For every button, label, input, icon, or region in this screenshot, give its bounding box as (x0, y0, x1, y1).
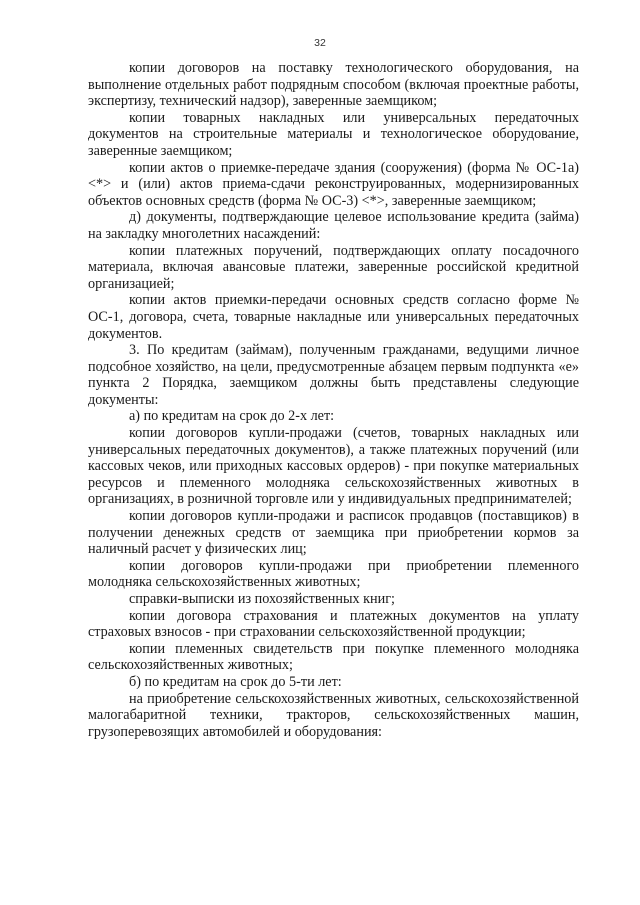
paragraph: на приобретение сельскохозяйственных животных, сельскохозяйственной малогабаритной техники, тракторов, сельскохозяйственных машин, грузоперевозящих автомобилей и оборудования: (88, 690, 579, 740)
paragraph: копии договоров на поставку технологического оборудования, на выполнение отдельных работ подрядным способом (включая проектные работы, экспертизу, технический надзор), заверенные заемщиком; (88, 60, 579, 110)
paragraph: копии договоров купли-продажи при приобретении племенного молодняка сельскохозяйственных животных; (88, 557, 579, 591)
document-body (88, 60, 579, 740)
page-number: 32 (314, 37, 326, 49)
paragraph: копии платежных поручений, подтверждающих оплату посадочного материала, включая авансовые платежи, заверенные российской кредитной организацией; (88, 242, 579, 292)
paragraph: копии товарных накладных или универсальных передаточных документов на строительные материалы и технологическое оборудование, заверенные заемщиком; (88, 109, 579, 159)
paragraph: копии договора страхования и платежных документов на уплату страховых взносов - при страховании сельскохозяйственной продукции; (88, 607, 579, 641)
paragraph: а) по кредитам на срок до 2-х лет: (129, 408, 335, 425)
paragraph: копии племенных свидетельств при покупке племенного молодняка сельскохозяйственных животных; (88, 640, 579, 674)
paragraph: б) по кредитам на срок до 5-ти лет: (129, 673, 342, 690)
paragraph: копии договоров купли-продажи и расписок продавцов (поставщиков) в получении денежных средств от заемщика при приобретении кормов за наличный расчет у физических лиц; (88, 508, 579, 558)
paragraph: копии договоров купли-продажи (счетов, товарных накладных или универсальных передаточных документов), а также платежных поручений (или кассовых чеков, или приходных кассовых ордеров) - при покупке материальных ресурсов и племенного молодняка сельскохозяйственных животных в организациях, в розничной торговле или у индивидуальных предпринимателей; (88, 425, 579, 508)
paragraph: 3. По кредитам (займам), полученным гражданами, ведущими личное подсобное хозяйство, на цели, предусмотренные абзацем первым подпункта «е» пункта 2 Порядка, заемщиком должны быть представлены следующие документы: (88, 342, 579, 408)
paragraph: д) документы, подтверждающие целевое использование кредита (займа) на закладку многолетних насаждений: (88, 209, 579, 242)
paragraph: справки-выписки из похозяйственных книг; (129, 591, 395, 607)
paragraph: копии актов о приемке-передаче здания (сооружения) (форма № ОС-1а) <*> и (или) актов приема-сдачи реконструированных, модернизированных объектов основных средств (форма № ОС-3) <*>, заверенные заемщиком; (88, 159, 579, 209)
paragraph: копии актов приемки-передачи основных средств согласно форме № ОС-1, договора, счета, товарные накладные или универсальных передаточных документов. (88, 292, 579, 342)
